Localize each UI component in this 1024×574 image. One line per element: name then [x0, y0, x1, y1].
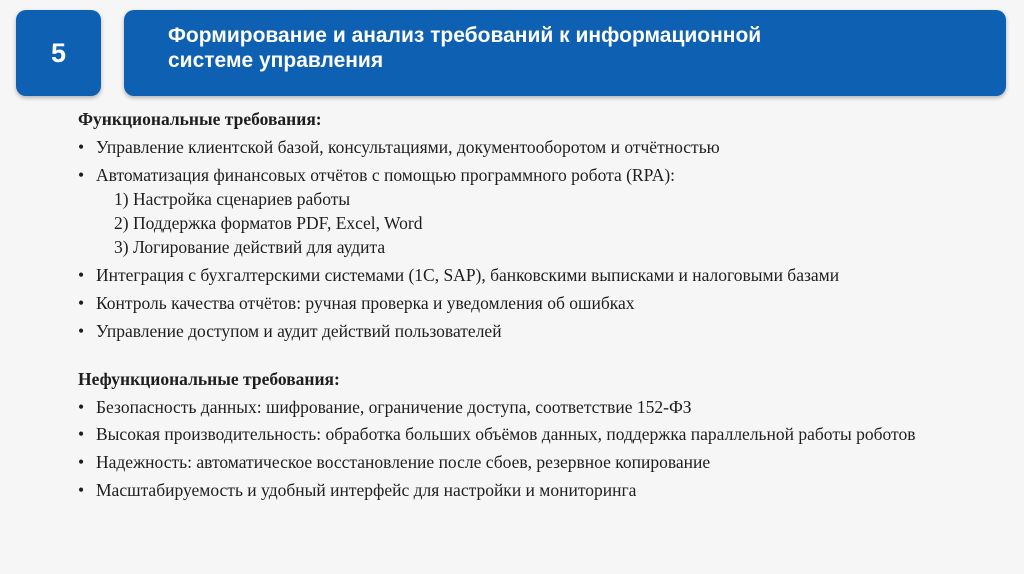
functional-item-text: Автоматизация финансовых отчётов с помощью программного робота (RPA): — [96, 165, 676, 185]
bullet-icon: • — [78, 265, 85, 285]
functional-item — [78, 291, 1013, 315]
bullet-icon: • — [78, 137, 85, 157]
slide-title-bar — [124, 10, 1006, 96]
slide-title-line-2: системе управления — [168, 49, 384, 72]
functional-item-text: Управление клиентской базой, консультациями, документооборотом и отчётностью — [96, 137, 720, 157]
functional-item — [78, 319, 1013, 343]
functional-item-text: Управление доступом и аудит действий пользователей — [96, 321, 502, 341]
functional-subitem: 3) Логирование действий для аудита — [114, 237, 386, 257]
nonfunctional-item-text: Высокая производительность: обработка больших объёмов данных, поддержка параллельной работы роботов — [96, 424, 916, 444]
bullet-icon: • — [78, 397, 85, 417]
functional-item-text: Интеграция с бухгалтерскими системами (1С, SAP), банковскими выписками и налоговыми базами — [96, 265, 840, 285]
bullet-icon: • — [78, 452, 85, 472]
bullet-icon: • — [78, 293, 85, 313]
functional-subitem: 1) Настройка сценариев работы — [114, 189, 351, 209]
nonfunctional-item — [78, 450, 1013, 474]
slide-number: 5 — [50, 37, 67, 68]
nonfunctional-item-text: Надежность: автоматическое восстановление после сбоев, резервное копирование — [96, 452, 711, 472]
bullet-icon: • — [78, 480, 85, 500]
nonfunctional-item — [78, 423, 966, 446]
functional-item-text: Контроль качества отчётов: ручная проверка и уведомления об ошибках — [96, 293, 635, 313]
nonfunctional-item-text: Масштабируемость и удобный интерфейс для настройки и мониторинга — [96, 480, 637, 500]
nonfunctional-item — [78, 395, 1013, 419]
functional-requirements-heading: Функциональные требования: — [78, 109, 322, 129]
functional-item — [78, 135, 1013, 159]
nonfunctional-requirements-heading: Нефункциональные требования: — [78, 369, 340, 389]
functional-item — [78, 163, 1013, 187]
section-spacer — [78, 343, 1013, 367]
bullet-icon: • — [78, 321, 85, 341]
slide-title-line-1: Формирование и анализ требований к информационной — [168, 24, 762, 47]
nonfunctional-item-text: Безопасность данных: шифрование, ограничение доступа, соответствие 152-ФЗ — [96, 397, 692, 417]
nonfunctional-item — [78, 478, 1013, 502]
bullet-icon: • — [78, 165, 85, 185]
slide-content — [78, 107, 1013, 502]
bullet-icon: • — [78, 424, 85, 444]
slide-number-badge — [16, 10, 101, 96]
functional-item — [78, 263, 1013, 287]
functional-subitem: 2) Поддержка форматов PDF, Excel, Word — [114, 213, 423, 233]
